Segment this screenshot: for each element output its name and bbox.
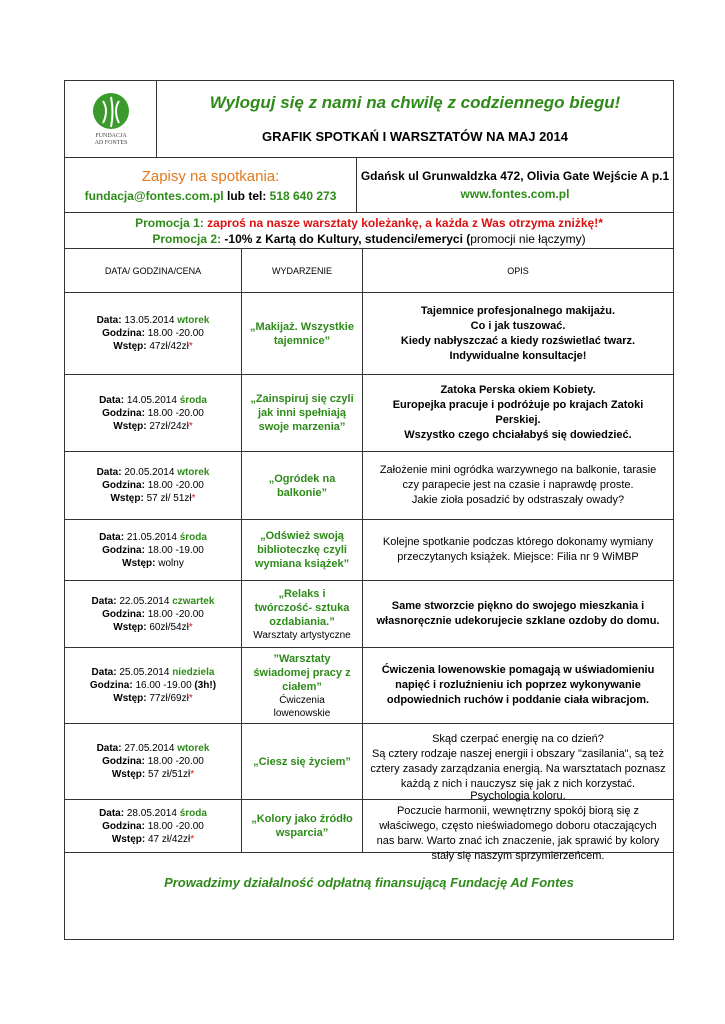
event-hours: 16.00 -19.00 bbox=[135, 680, 195, 691]
event-desc-line: Europejka pracuje i podróżuje po krajach Zatoki Perskiej. bbox=[392, 399, 644, 426]
event-date-cell bbox=[65, 648, 242, 723]
event-hours: 18.00 -19.00 bbox=[147, 544, 204, 556]
ad-fontes-logo-icon bbox=[81, 89, 141, 137]
event-price: 47zł/42zł bbox=[149, 341, 189, 352]
event-day: wtorek bbox=[177, 315, 210, 326]
table-header-row bbox=[65, 249, 673, 293]
price-label: Wstęp: bbox=[111, 833, 148, 845]
event-title: „Ciesz się życiem” bbox=[253, 755, 351, 768]
page-subtitle: GRAFIK SPOTKAŃ I WARSZTATÓW NA MAJ 2014 bbox=[262, 129, 568, 144]
promo2-label: Promocja 2: bbox=[152, 232, 225, 246]
price-star: * bbox=[188, 341, 193, 352]
event-desc-line: Psychologia koloru. bbox=[470, 789, 566, 802]
event-price: 60zł/54zł bbox=[149, 621, 189, 633]
table-row bbox=[65, 520, 673, 581]
hours-label: Godzina: bbox=[102, 480, 148, 491]
event-title-cell bbox=[242, 724, 363, 799]
hours-label: Godzina: bbox=[102, 544, 148, 556]
event-price: 47 zł/42zł bbox=[147, 833, 191, 845]
event-desc-line: czy parapecie jest na czasie i naprawdę proste. bbox=[402, 479, 634, 491]
table-row bbox=[65, 293, 673, 375]
event-desc-line: Skąd czerpać energię na co dzień? bbox=[432, 732, 604, 745]
event-date-cell bbox=[65, 724, 242, 799]
event-desc-cell bbox=[363, 520, 673, 580]
event-hours-extra: (3h!) bbox=[194, 680, 217, 691]
schedule-document bbox=[64, 80, 674, 940]
event-desc-cell bbox=[363, 581, 673, 647]
promo-row bbox=[65, 213, 673, 249]
price-star: * bbox=[188, 420, 193, 432]
contact-row bbox=[65, 158, 673, 213]
table-row bbox=[65, 789, 673, 862]
event-price: 27zł/24zł bbox=[149, 420, 189, 432]
event-subtitle: Ćwiczenia lowenowskie bbox=[273, 694, 331, 719]
hours-label: Godzina: bbox=[89, 680, 136, 691]
col-header-event: WYDARZENIE bbox=[242, 249, 363, 292]
event-subtitle: Warsztaty artystyczne bbox=[253, 629, 351, 641]
hours-label: Godzina: bbox=[102, 820, 148, 832]
price-label: Wstęp: bbox=[113, 341, 150, 352]
event-desc-cell bbox=[363, 789, 673, 862]
headline: Wyloguj się z nami na chwilę z codziennego biegu! bbox=[209, 93, 621, 112]
event-hours: 18.00 -20.00 bbox=[147, 756, 204, 767]
event-date-cell bbox=[65, 293, 242, 374]
event-day: środa bbox=[179, 531, 207, 543]
date-label: Data: bbox=[91, 595, 120, 607]
header-row bbox=[65, 81, 673, 158]
event-title-cell bbox=[242, 452, 363, 519]
hours-label: Godzina: bbox=[102, 328, 148, 339]
price-star: * bbox=[188, 693, 193, 704]
logo-text-1: FUNDACJA bbox=[95, 133, 127, 139]
price-star: * bbox=[190, 833, 195, 845]
event-desc-line: Poczucie harmonii, wewnętrzny spokój biorą się z bbox=[396, 804, 640, 817]
hours-label: Godzina: bbox=[102, 608, 148, 620]
date-label: Data: bbox=[96, 315, 125, 326]
website-link[interactable]: www.fontes.com.pl bbox=[460, 187, 570, 201]
event-desc-line: Co i jak tuszować. bbox=[470, 319, 566, 332]
price-label: Wstęp: bbox=[122, 557, 159, 569]
hours-label: Godzina: bbox=[102, 756, 148, 767]
signup-heading: Zapisy na spotkania: bbox=[141, 167, 280, 185]
event-title-cell bbox=[242, 375, 363, 451]
phone-label: lub tel: bbox=[223, 188, 270, 203]
event-date: 25.05.2014 bbox=[119, 667, 170, 678]
event-desc-line: Wszystko czego chciałabyś się dowiedzieć. bbox=[404, 429, 632, 441]
footer-note: Prowadzimy działalność odpłatną finansującą Fundację Ad Fontes bbox=[164, 874, 574, 890]
event-day: wtorek bbox=[177, 467, 210, 478]
price-label: Wstęp: bbox=[110, 493, 147, 504]
price-label: Wstęp: bbox=[113, 621, 150, 633]
price-star: * bbox=[190, 769, 195, 780]
event-price: 57 zł/51zł bbox=[147, 769, 191, 780]
event-desc-line: odpowiednich ruchów i poddanie ciała wibracjom. bbox=[386, 694, 650, 706]
event-price: 77zł/69zł bbox=[149, 693, 189, 704]
phone-number: 518 640 273 bbox=[269, 188, 337, 203]
event-title-cell bbox=[242, 581, 363, 647]
event-desc-line: Zatoka Perska okiem Kobiety. bbox=[440, 384, 596, 396]
event-title: „Zainspiruj się czyli jak inni spełniają swoje marzenia” bbox=[250, 393, 354, 433]
event-title: ”Warsztaty świadomej pracy z ciałem” bbox=[253, 652, 351, 693]
event-day: środa bbox=[179, 394, 207, 406]
signup-cell bbox=[65, 158, 357, 212]
footer-row bbox=[65, 853, 673, 941]
event-desc-cell bbox=[363, 452, 673, 519]
promo1-label: Promocja 1: bbox=[135, 216, 208, 230]
col-header-date: DATA/ GODZINA/CENA bbox=[65, 249, 242, 292]
event-desc-line: Kiedy nabłyszczać a kiedy rozświetlać twarz. bbox=[400, 334, 636, 347]
event-desc-line: Same stworzcie piękno do swojego mieszkania i bbox=[391, 600, 645, 612]
logo-cell bbox=[65, 81, 157, 157]
event-day: czwartek bbox=[172, 595, 215, 607]
price-label: Wstęp: bbox=[113, 420, 150, 432]
event-desc-line: własnoręcznie udekorujecie szklane ozdoby do domu. bbox=[376, 615, 660, 627]
event-desc-line: napięć i rozluźnieniu ich poprzez wykonywanie bbox=[395, 679, 641, 691]
promo1-text: zaproś na nasze warsztaty koleżankę, a każda z Was otrzyma zniżkę!* bbox=[207, 216, 603, 230]
date-label: Data: bbox=[99, 531, 127, 543]
event-date: 20.05.2014 bbox=[124, 467, 175, 478]
event-date-cell bbox=[65, 581, 242, 647]
event-title-cell bbox=[242, 648, 363, 723]
table-row bbox=[65, 375, 673, 452]
event-day: środa bbox=[179, 807, 207, 819]
event-desc-line: Indywidualne konsultacje! bbox=[449, 349, 587, 362]
promo2-note: promocji nie łączymy bbox=[470, 232, 582, 246]
event-date: 14.05.2014 bbox=[126, 394, 177, 406]
event-title: „Kolory jako źródło wsparcia” bbox=[251, 813, 353, 839]
event-hours: 18.00 -20.00 bbox=[147, 328, 204, 339]
event-desc-line: Są cztery rodzaje naszej energii i obszary "zasilania", są też bbox=[371, 747, 665, 760]
event-title: „Relaks i twórczość- sztuka ozdabiania.” bbox=[254, 587, 350, 628]
event-desc-line: Kolejne spotkanie podczas którego dokonamy wymiany bbox=[382, 536, 654, 548]
price-label: Wstęp: bbox=[113, 693, 150, 704]
promo2-close: ) bbox=[581, 232, 586, 246]
event-desc-cell bbox=[363, 293, 673, 374]
event-date-cell bbox=[65, 452, 242, 519]
event-day: niedziela bbox=[172, 667, 215, 678]
event-date-cell bbox=[65, 520, 242, 580]
event-desc-cell bbox=[363, 648, 673, 723]
event-date: 13.05.2014 bbox=[124, 315, 175, 326]
col-header-desc: OPIS bbox=[507, 265, 529, 276]
event-desc-cell bbox=[363, 375, 673, 451]
title-cell bbox=[157, 81, 673, 157]
event-day: wtorek bbox=[177, 743, 210, 754]
promo2-text: -10% z Kartą do Kultury, studenci/emeryci ( bbox=[224, 232, 471, 246]
event-desc-line: Ćwiczenia lowenowskie pomagają w uświadomieniu bbox=[381, 664, 655, 676]
event-desc-line: każdą z nich i nauczysz się jak z nich korzystać. bbox=[400, 777, 636, 790]
date-label: Data: bbox=[99, 807, 127, 819]
table-row bbox=[65, 452, 673, 520]
event-hours: 18.00 -20.00 bbox=[147, 407, 204, 419]
event-hours: 18.00 -20.00 bbox=[147, 608, 204, 620]
date-label: Data: bbox=[96, 743, 125, 754]
event-desc-line: Jakie zioła posadzić by odstraszały owady? bbox=[411, 494, 625, 506]
table-row bbox=[65, 581, 673, 648]
date-label: Data: bbox=[91, 667, 120, 678]
event-title-cell bbox=[242, 800, 363, 852]
event-title: „Ogródek na balkonie” bbox=[268, 472, 336, 499]
event-price: 57 zł/ 51zł bbox=[146, 493, 192, 504]
price-star: * bbox=[188, 621, 193, 633]
event-hours: 18.00 -20.00 bbox=[147, 820, 204, 832]
email-link[interactable]: fundacja@fontes.com.pl bbox=[84, 188, 224, 203]
logo-text-2: AD FONTES bbox=[94, 140, 128, 146]
event-desc-line: przeczytanych książek. Miejsce: Filia nr 9 WiMBP bbox=[397, 551, 639, 563]
price-star: * bbox=[191, 493, 196, 504]
price-label: Wstęp: bbox=[111, 769, 148, 780]
event-hours: 18.00 -20.00 bbox=[147, 480, 204, 491]
table-row bbox=[65, 724, 673, 800]
event-desc-line: cztery zasady zarządzania energią. Na warsztatach poznasz bbox=[370, 762, 666, 775]
event-price: wolny bbox=[158, 557, 184, 569]
table-row bbox=[65, 648, 673, 724]
event-desc-line: właściwego, często nieświadomego doboru otaczających bbox=[379, 819, 657, 832]
date-label: Data: bbox=[96, 467, 125, 478]
event-title-cell bbox=[242, 293, 363, 374]
address-cell bbox=[357, 158, 673, 212]
date-label: Data: bbox=[99, 394, 127, 406]
event-date: 27.05.2014 bbox=[124, 743, 175, 754]
event-desc-line: Założenie mini ogródka warzywnego na balkonie, tarasie bbox=[379, 464, 657, 476]
event-title-cell bbox=[242, 520, 363, 580]
event-date-cell bbox=[65, 375, 242, 451]
event-title: „Makijaż. Wszystkie tajemnice” bbox=[250, 320, 354, 347]
event-date-cell bbox=[65, 800, 242, 852]
event-date: 28.05.2014 bbox=[126, 807, 177, 819]
event-title: „Odśwież swoją biblioteczkę czyli wymiana książek” bbox=[254, 530, 350, 570]
address: Gdańsk ul Grunwaldzka 472, Olivia Gate Wejście A p.1 bbox=[360, 169, 670, 183]
event-desc-line: nas barw. Warto znać ich znaczenie, jak sprawić by kolory bbox=[376, 834, 660, 847]
event-date: 21.05.2014 bbox=[126, 531, 177, 543]
hours-label: Godzina: bbox=[102, 407, 148, 419]
event-date: 22.05.2014 bbox=[119, 595, 170, 607]
event-desc-line: stały się naszym sprzymierzeńcem. bbox=[431, 849, 605, 862]
event-desc-line: Tajemnice profesjonalnego makijażu. bbox=[420, 304, 616, 317]
